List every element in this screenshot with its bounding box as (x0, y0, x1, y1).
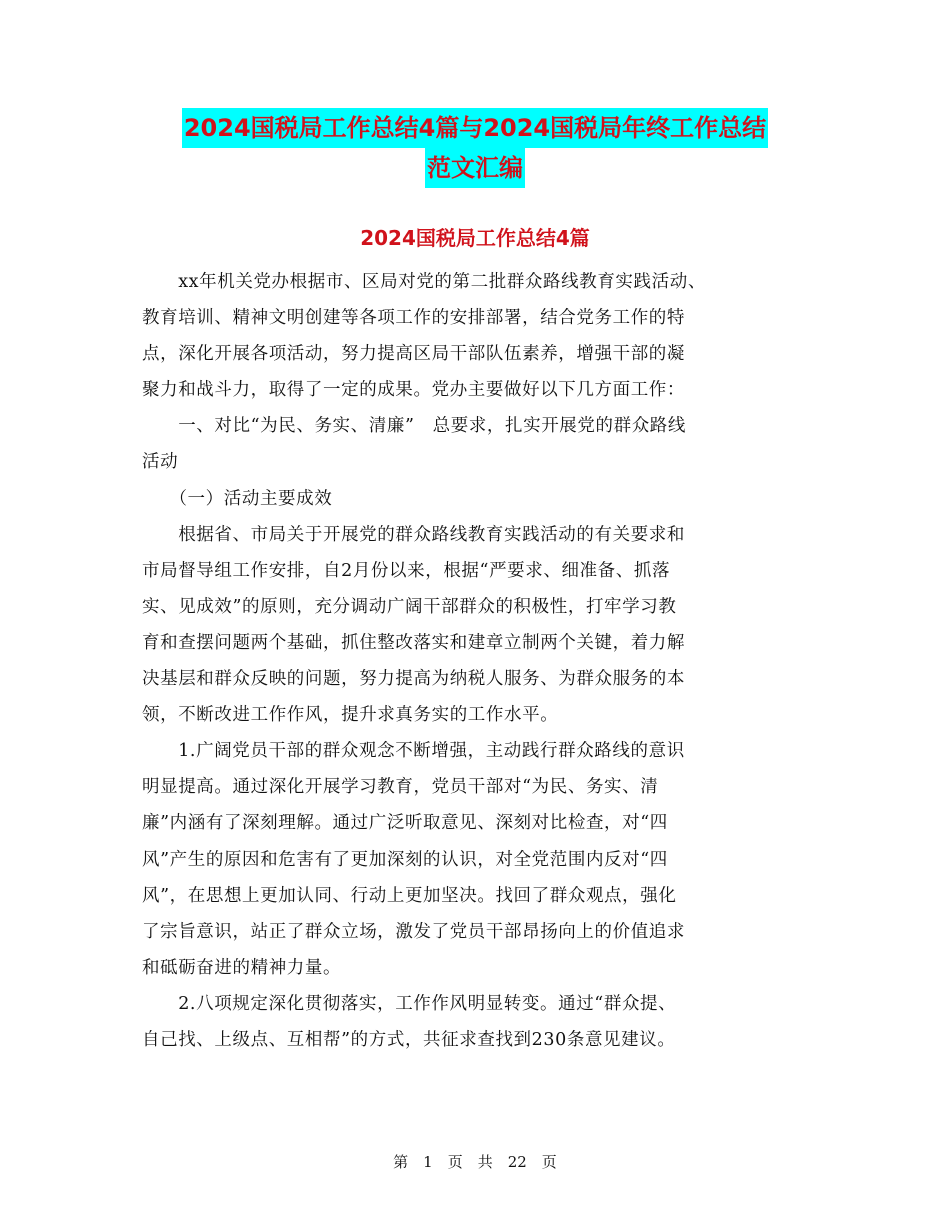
text-line: 明显提高。通过深化开展学习教育，党员干部对“为民、务实、清 (142, 777, 659, 798)
text-line: 风”产生的原因和危害有了更加深刻的认识，对全党范围内反对“四 (142, 849, 668, 870)
text-line: 点，深化开展各项活动，努力提高区局干部队伍素养，增强干部的凝 (142, 344, 685, 365)
text-line: 廉”内涵有了深刻理解。通过广泛听取意见、深刻对比检查，对“四 (142, 813, 668, 834)
text-line: 2.八项规定深化贯彻落实，工作作风明显转变。通过“群众提、 (142, 993, 677, 1014)
title-line-1: 2024国税局工作总结4篇与2024国税局年终工作总结 (182, 108, 768, 148)
text-line: 1.广阔党员干部的群众观念不断增强，主动践行群众路线的意识 (142, 741, 685, 762)
text-line: 市局督导组工作安排，自2月份以来，根据“严要求、细准备、抓落 (142, 560, 671, 581)
page-number-footer: 第 1 页 共 22 页 (393, 1153, 557, 1171)
text-line: 教育培训、精神文明创建等各项工作的安排部署，结合党务工作的特 (142, 308, 685, 329)
document-title (0, 108, 950, 188)
text-line: 风”，在思想上更加认同、行动上更加坚决。找回了群众观点，强化 (142, 885, 677, 906)
text-line: xx年机关党办根据市、区局对党的第二批群众路线教育实践活动、 (142, 272, 706, 292)
text-line: 了宗旨意识，站正了群众立场，激发了党员干部昂扬向上的价值追求 (142, 921, 685, 942)
text-line: 根据省、市局关于开展党的群众路线教育实践活动的有关要求和 (142, 524, 685, 545)
section-heading: 2024国税局工作总结4篇 (360, 226, 590, 250)
text-line: 活动 (142, 452, 179, 473)
text-line: 和砥砺奋进的精神力量。 (142, 957, 342, 978)
body-text (142, 264, 820, 1058)
text-line: 领，不断改进工作作风，提升求真务实的工作水平。 (142, 705, 559, 726)
text-line: 育和查摆问题两个基础，抓住整改落实和建章立制两个关键，着力解 (142, 632, 685, 653)
text-line: （一）活动主要成效 (142, 488, 333, 509)
text-line: 决基层和群众反映的问题，努力提高为纳税人服务、为群众服务的本 (142, 669, 685, 690)
text-line: 一、对比“为民、务实、清廉” 总要求，扎实开展党的群众路线 (142, 416, 686, 437)
text-line: 自己找、上级点、互相帮”的方式，共征求查找到230条意见建议。 (142, 1029, 676, 1050)
text-line: 聚力和战斗力，取得了一定的成果。党办主要做好以下几方面工作： (142, 380, 685, 401)
text-line: 实、见成效”的原则，充分调动广阔干部群众的积极性，打牢学习教 (142, 596, 677, 617)
title-line-2: 范文汇编 (425, 148, 525, 188)
